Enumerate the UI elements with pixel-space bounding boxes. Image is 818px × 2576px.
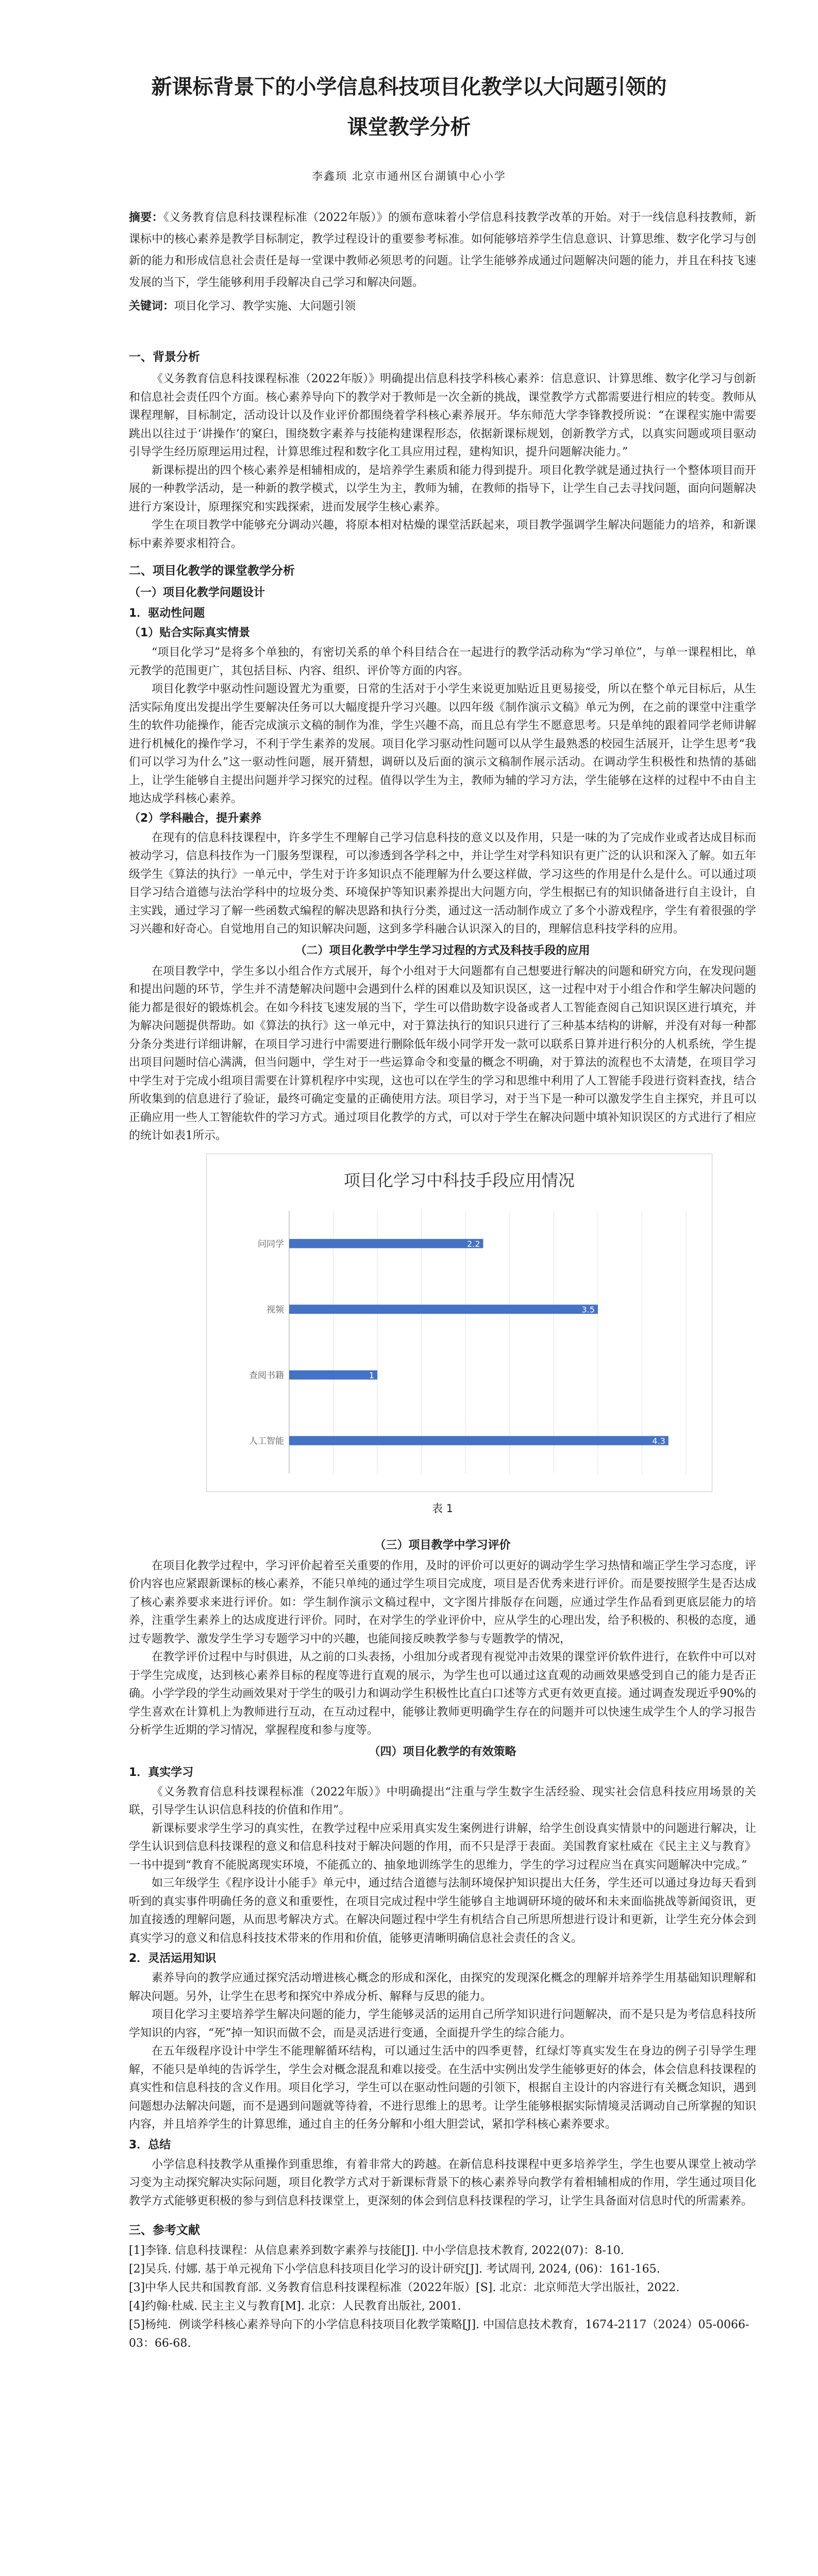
subsection-heading-learning-methods: （二）项目化教学中学生学习过程的方式及科技手段的应用 [295, 944, 590, 957]
abstract-text: 《义务教育信息科技课程标准（2022年版）》的颁布意味着小学信息科技教学改革的开始。对于一线信息科技教师，新课标中的核心素养是教学目标制定，教学过程设计的重要参考标准。如何能够培养学生信息意识、计算思维、数字化学习与创新的能力和形成信息社会责任是每一堂课中教师必须思考的问题。让学生能够养成通过问题解决问题的能力，并且在科技飞速发展的当下，学生能够利用手段解决自己学习和解决问题。 [129, 211, 756, 289]
paragraph: “项目化学习”是将多个单独的，有密切关系的单个科目结合在一起进行的教学活动称为“学习单位”，与单一课程相比，单元教学的范围更广，其包括目标、内容、组织、评价等方面的内容。 [129, 646, 756, 677]
chart-bar [289, 1370, 377, 1379]
paragraph: 新课标提出的四个核心素养是相辅相成的，是培养学生素质和能力得到提升。项目化教学就是通过执行一个整体项目而开展的一种教学活动，是一种新的教学模式，以学生为主，教师为辅，在教师的指导下，让学生自己去寻找问题，面向问题解决进行方案设计，原理探究和实践探索，进而发展学生核心素养。 [129, 464, 756, 514]
paragraph: 学生在项目教学中能够充分调动兴趣，将原本相对枯燥的课堂活跃起来，项目教学强调学生解决问题能力的培养，和新课标中素养要求相符合。 [129, 519, 756, 550]
reference-list [129, 2242, 756, 2353]
paragraph: 素养导向的教学应通过探究活动增进核心概念的形成和深化，由探究的发现深化概念的理解并培养学生用基础知识理解和解决问题。另外，让学生在思考和探究中养成分析、解释与反思的能力。 [129, 1972, 756, 2003]
keywords-text: 项目化学习、教学实施、大问题引领 [174, 300, 356, 313]
reference-item: [1]李锋. 信息科技课程：从信息素养到数字素养与技能[J]. 中小学信息技术教育, 2022(07)：8-10. [129, 2244, 624, 2257]
point-heading-real-situation: （1）贴合实际真实情景 [129, 626, 251, 639]
chart-category-label: 查阅书籍 [249, 1370, 284, 1381]
table-caption: 表 1 [431, 1502, 454, 1515]
point-heading-subject-fusion: （2）学科融合，提升素养 [129, 811, 262, 825]
chart-data-label: 3.5 [581, 1304, 595, 1314]
paragraph: 如三年级学生《程序设计小能手》单元中，通过结合道德与法制环境保护知识提出大任务，学生还可以通过身边每天看到听到的真实事件明确任务的意义和重要性，在项目完成过程中学生能够自主地调研环境的破坏和未来面临挑战等新闻资讯，更加直接透的理解问题，从而思考解决方式。在解决问题过程中学生有机结合自己所思所想进行设计和更新，让学生充分体会到真实学习的意义和信息科技技术带来的作用和价值，能够更清晰明确信息社会责任的含义。 [129, 1877, 756, 1945]
chart-data-label: 1 [369, 1370, 375, 1380]
paragraph: 新课标要求学生学习的真实性，在教学过程中应采用真实发生案例进行讲解，给学生创设真实情景中的问题进行解决，让学生认识到信息科技课程的意义和信息科技对于解决问题的作用，而不只是浮于表面。美国教育家杜威在《民主主义与教育》一书中提到“教育不能脱离现实环境，不能孤立的、抽象地训练学生的思维力，学生的学习过程应当在真实问题解决中完成。” [129, 1822, 756, 1872]
paragraph: 在教学评价过程中与时俱进，从之前的口头表扬，小组加分或者现有视觉冲击效果的课堂评价软件进行，在软件中可以对于学生完成度，达到核心素养目标的程度等进行直观的展示，为学生也可以通过这直观的动画效果感受到自己的能力是否正确。小学学段的学生动画效果对于学生的吸引力和调动学生积极性比直白口述等方式更有效更直接。通过调查发现近乎90%的学生喜欢在计算机上为教师进行互动，在互动过程中，能够让教师更明确学生存在的问题并可以快速生成学生个人的学习报告分析学生近期的学习情况，掌握程度和参与度等。 [129, 1651, 756, 1737]
chart-category-label: 问同学 [258, 1239, 284, 1249]
keywords-label: 关键词： [129, 300, 175, 313]
paragraph: 小学信息科技教学从重操作到重思维，有着非常大的跨越。在新信息科技课程中更多培养学生，学生也要从课堂上被动学习变为主动探究解决实际问题，项目化教学方式对于新课标背景下的核心素养导向教学有着相辅相成的作用，学生通过项目化教学方式能够更积极的参与到信息科技课堂上，更深刻的体会到信息科技课程的学习，让学生具备面对信息时代的所需素养。 [129, 2158, 756, 2208]
subsubsection-heading-flexible-knowledge: 2．灵活运用知识 [129, 1952, 216, 1965]
paragraph: 在五年级程序设计中学生不能理解循环结构，可以通过生活中的四季更替，红绿灯等真实发生在身边的例子引导学生理解，不能只是单纯的告诉学生，学生会对概念混乱和难以接受。在生活中实例出发学生能够更好的体会，体会信息科技课程的真实性和信息科技的含义作用。项目化学习，学生可以在驱动性问题的引领下，根据自主设计的内容进行有关概念知识，遇到问题想办法解决问题，而不是遇到问题就等待着，不进行思维上的思考。让学生能够根据实际情境灵活调动自己所掌握的知识内容，并且培养学生的计算思维，通过自主的任务分解和小组大胆尝试，紧扣学科核心素养要求。 [129, 2045, 756, 2131]
chart-category-label: 视频 [266, 1304, 284, 1315]
chart-bar [289, 1239, 483, 1248]
subsubsection-heading-summary: 3．总结 [129, 2138, 171, 2151]
subsection-heading-strategies: （四）项目化教学的有效策略 [369, 1745, 516, 1758]
paragraph: 《义务教育信息科技课程标准（2022年版）》明确提出信息科技学科核心素养：信息意识、计算思维、数字化学习与创新和信息社会责任四个方面。核心素养导向下的教学对于教师是一次全新的挑战，课堂教学方式都需要进行相应的转变。教师从课程理解，目标制定，活动设计以及作业评价都围绕着学科核心素养展开。华东师范大学李锋教授所说：“在课程实施中需要跳出以往过于‘讲操作’的窠臼，围绕数字素养与技能构建课程形态，依据新课标规划，创新教学方式，以真实问题或项目驱动引导学生经历原理运用过程，计算思维过程和数字化工具应用过程，建构知识，提升问题解决能力。” [129, 372, 756, 459]
reference-item: [3]中华人民共和国教育部. 义务教育信息科技课程标准（2022年版）[S]. 北京：北京师范大学出版社，2022. [129, 2281, 680, 2294]
subsubsection-heading-driving-question: 1．驱动性问题 [129, 607, 205, 620]
paragraph: 在项目化教学过程中，学习评价起着至关重要的作用，及时的评价可以更好的调动学生学习热情和端正学生学习态度，评价内容也应紧跟新课标的核心素养，不能只单纯的通过学生项目完成度，项目是否优秀来进行评价。而是要按照学生是否达成了核心素养要求来进行评价。如：学生制作演示文稿过程中，文字图片排版存在问题，应通过学生作品看到更底层能力的培养，注重学生素养上的达成度进行评价。同时，在对学生的学业评价中，应从学生的心理出发，给予积极的、积极的态度，通过专题教学、激发学生学习专题学习中的兴趣，也能间接反映教学参与专题教学的情况， [129, 1559, 756, 1646]
chart-bar [289, 1304, 598, 1314]
reference-item: [2]吴兵. 付娜. 基于单元视角下小学信息科技项目化学习的设计研究[J]. 考试周刊, 2024, (06)：161-165. [129, 2263, 660, 2276]
subsection-heading-evaluation: （三）项目教学中学习评价 [374, 1538, 511, 1552]
bar-chart-svg [207, 1154, 712, 1492]
paragraph: 项目化教学中驱动性问题设置尤为重要，日常的生活对于小学生来说更加贴近且更易接受，所以在整个单元目标后，从生活实际角度出发提出学生要解决任务可以大幅度提升学习兴趣。以四年级《制作演示文稿》单元为例，在之前的课堂中注重学生的软件功能操作，能否完成演示文稿的制作为准，学生兴趣不高，而且总有学生不愿意思考。只是单纯的跟着同学老师讲解进行机械化的操作学习，不利于学生素养的发展。项目化学习驱动性问题可以从学生最熟悉的校园生活展开，让学生思考“我们可以学习为什么”这一驱动性问题，展开猜想，调研以及后面的演示文稿制作展示活动。在调动学生积极性和热情的基础上，让学生能够自主提出问题并学习探究的过程。值得以学生为主，教师为辅的学习方法，学生能够在这样的过程中不由自主地达成学科核心素养。 [129, 683, 756, 805]
title-block [62, 67, 756, 183]
chart-category-label: 人工智能 [249, 1435, 284, 1446]
section-heading-analysis: 二、项目化教学的课堂教学分析 [129, 564, 295, 578]
reference-item: [4]约翰·杜威. 民主主义与教育[M]. 北京：人民教育出版社, 2001. [129, 2300, 461, 2313]
paragraph: 项目化学习主要培养学生解决问题的能力，学生能够灵活的运用自己所学知识进行问题解决，而不是只是为考信息科技所学知识的内容，“死”掉一知识而做不会，而是灵活进行变通，全面提升学生的综合能力。 [129, 2008, 756, 2040]
abstract-label: 摘要： [129, 211, 163, 224]
paragraph: 《义务教育信息科技课程标准（2022年版）》中明确提出“注重与学生数字生活经验、现实社会信息科技应用场景的关联，引导学生认识信息科技的价值和作用”。 [129, 1785, 756, 1817]
chart-data-label: 4.3 [652, 1435, 665, 1446]
author-line: 李鑫顼 北京市通州区台湖镇中心小学 [312, 170, 506, 182]
abstract [129, 207, 756, 294]
bar-chart [206, 1154, 712, 1492]
references-heading: 三、参考文献 [129, 2224, 200, 2237]
subsubsection-heading-real-learning: 1．真实学习 [129, 1766, 194, 1779]
paper-title-line2: 课堂教学分析 [347, 115, 471, 139]
paragraph: 在现有的信息科技课程中，许多学生不理解自己学习信息科技的意义以及作用，只是一味的为了完成作业或者达成目标而被动学习，信息科技作为一门服务型课程，可以渗透到各学科之中，并让学生对学科知识有更广泛的认识和深入了解。如五年级学生《算法的执行》一单元中，学生对于许多知识点不能理解为什么要这样做，学习这些的作用是什么是什么。可以通过项目学习结合道德与法治学科中的垃圾分类、环境保护等知识素养提出大问题方向，学生根据已有的知识储备进行自主设计，自主实践，通过学习了解一些函数式编程的解决思路和执行分类，通过这一活动制作成立了多个小游戏程序，学生有着很强的学习兴趣和好奇心。自觉地用自己的知识解决问题，这到多学科融合认识深入的目的，理解信息科技学科的应用。 [129, 831, 756, 936]
chart-data-label: 2.2 [466, 1239, 480, 1249]
subsection-heading-problem-design: （一）项目化教学问题设计 [129, 586, 265, 599]
section-heading-background: 一、背景分析 [129, 350, 200, 364]
keywords [129, 296, 756, 317]
reference-item: [5]杨纯．例谈学科核心素养导向下的小学信息科技项目化教学策略[J]. 中国信息技术教育，1674-2117（2024）05-0066-03：66-68. [129, 2318, 749, 2350]
paragraph: 在项目教学中，学生多以小组合作方式展开，每个小组对于大问题都有自己想要进行解决的问题和研究方向，在发现问题和提出问题的环节，学生并不清楚解决问题中会遇到什么样的困难以及知识误区，这一过程中对于小组合作和学生解决问题的能力都是很好的锻炼机会。在如今科技飞速发展的当下，学生可以借助数字设备或者人工智能查阅自己知识误区进行填充，并为解决问题提供帮助。如《算法的执行》这一单元中，对于算法执行的知识只进行了三种基本结构的讲解，并没有对每一种都分条分类进行详细讲解，在项目学习进行中需要进行删除低年级小同学开发一款可以联系日算并进行积分的人机系统，学生提出项目问题时信心满满，但当问题中，学生对于一些运算命令和变量的概念不明确，对于算法的流程也不太清楚，在项目学习中学生对于完成小组项目需要在计算机程序中实现，这也可以在学生的学习和思维中利用了人工智能手段进行资料查找，结合所收集到的信息进行了验证，最终可确定变量的正确使用方法。项目学习，对于当下是一种可以激发学生自主探究，并且可以正确应用一些人工智能软件的学习方式。通过项目化教学的方式，可以对于学生在解决问题中填补知识误区的方式进行了相应的统计如表1所示。 [129, 964, 756, 1142]
chart-bar [289, 1436, 669, 1445]
chart-title: 项目化学习中科技手段应用情况 [343, 1170, 575, 1190]
paper-title-line1: 新课标背景下的小学信息科技项目化教学以大问题引领的 [151, 75, 667, 99]
